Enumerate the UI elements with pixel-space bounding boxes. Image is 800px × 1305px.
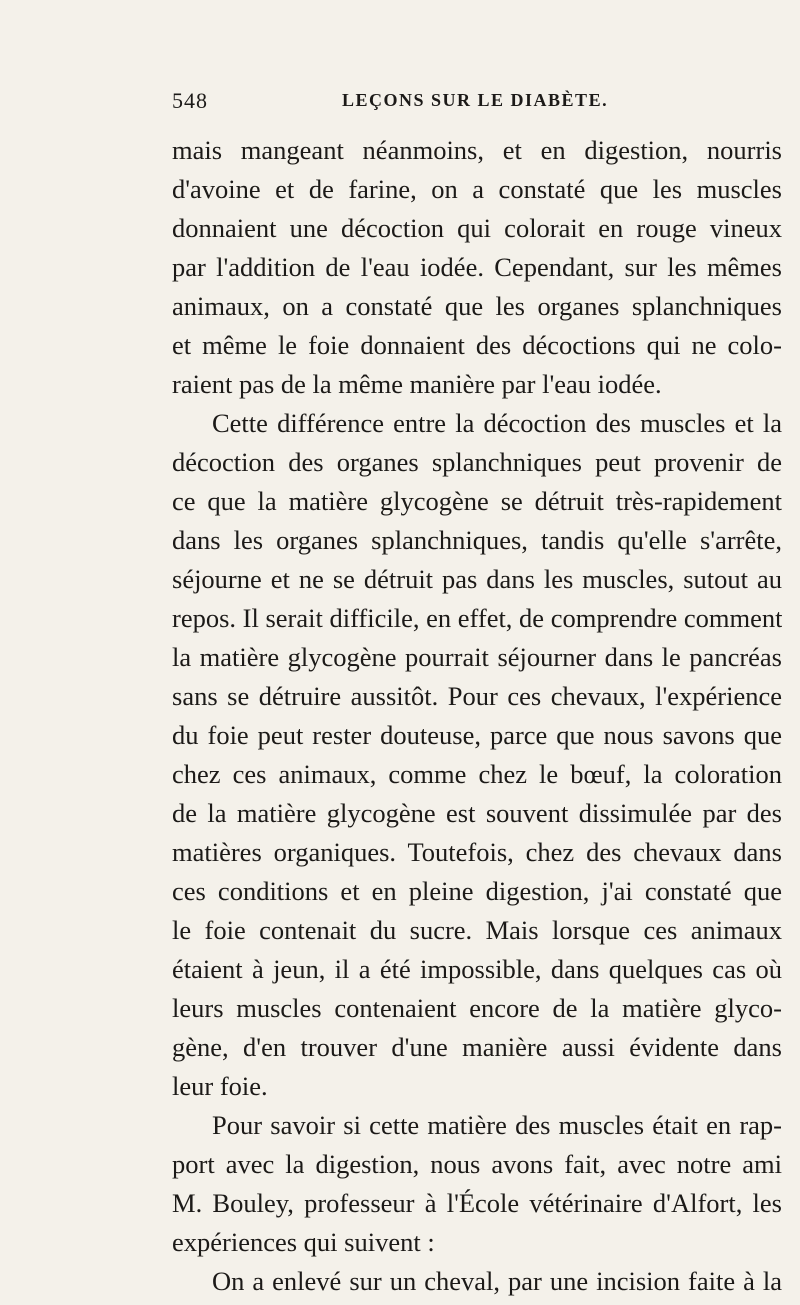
- text-line: dans les organes splanchniques, tandis qu'elle s'arrête,: [172, 525, 782, 555]
- text-line: étaient à jeun, il a été impossible, dans quelques cas où: [172, 954, 782, 984]
- text-line: repos. Il serait difficile, en effet, de comprendre comment: [172, 603, 782, 633]
- running-head: [172, 88, 650, 114]
- text-line: ce que la matière glycogène se détruit très-rapidement: [172, 486, 782, 516]
- text-line: M. Bouley, professeur à l'École vétérinaire d'Alfort, les: [172, 1188, 782, 1218]
- text-line: Cette différence entre la décoction des muscles et la: [212, 408, 782, 438]
- text-line: la matière glycogène pourrait séjourner dans le pancréas: [172, 642, 782, 672]
- text-line: leurs muscles contenaient encore de la matière glyco-: [172, 993, 782, 1023]
- text-line: raient pas de la même manière par l'eau iodée.: [172, 369, 662, 399]
- text-line: chez ces animaux, comme chez le bœuf, la coloration: [172, 759, 782, 789]
- text-line: ces conditions et en pleine digestion, j'ai constaté que: [172, 876, 782, 906]
- text-line: Pour savoir si cette matière des muscles était en rap-: [212, 1110, 782, 1140]
- text-line: et même le foie donnaient des décoctions qui ne colo-: [172, 330, 782, 360]
- text-line: port avec la digestion, nous avons fait, avec notre ami: [172, 1149, 782, 1179]
- text-line: donnaient une décoction qui colorait en rouge vineux: [172, 213, 782, 243]
- text-line: décoction des organes splanchniques peut provenir de: [172, 447, 782, 477]
- text-line: le foie contenait du sucre. Mais lorsque ces animaux: [172, 915, 782, 945]
- text-line: sans se détruire aussitôt. Pour ces chevaux, l'expérience: [172, 681, 782, 711]
- text-line: expériences qui suivent :: [172, 1227, 435, 1257]
- text-line: par l'addition de l'eau iodée. Cependant, sur les mêmes: [172, 252, 782, 282]
- text-line: leur foie.: [172, 1071, 268, 1101]
- text-line: mais mangeant néanmoins, et en digestion, nourris: [172, 135, 782, 165]
- text-line: gène, d'en trouver d'une manière aussi évidente dans: [172, 1032, 782, 1062]
- text-line: séjourne et ne se détruit pas dans les muscles, sutout au: [172, 564, 782, 594]
- text-line: matières organiques. Toutefois, chez des chevaux dans: [172, 837, 782, 867]
- body-text: [172, 131, 782, 1301]
- text-line: animaux, on a constaté que les organes splanchniques: [172, 291, 782, 321]
- running-title: LEÇONS SUR LE DIABÈTE.: [342, 90, 609, 110]
- text-line: de la matière glycogène est souvent dissimulée par des: [172, 798, 782, 828]
- text-line: d'avoine et de farine, on a constaté que les muscles: [172, 174, 782, 204]
- page-number: 548: [172, 88, 208, 113]
- text-line: du foie peut rester douteuse, parce que nous savons que: [172, 720, 782, 750]
- text-line: On a enlevé sur un cheval, par une incision faite à la: [212, 1266, 782, 1296]
